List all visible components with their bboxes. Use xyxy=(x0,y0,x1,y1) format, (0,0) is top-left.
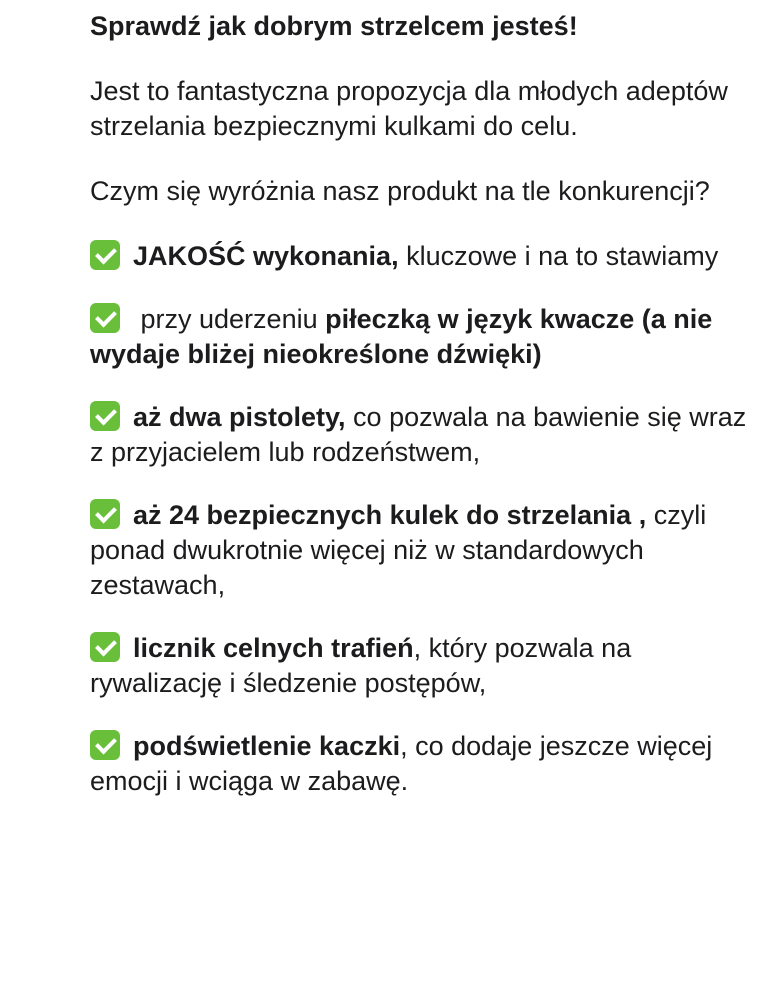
check-mark-icon xyxy=(90,401,120,431)
feature-item-duck-light xyxy=(90,729,750,799)
feature-item-quack xyxy=(90,302,750,372)
feature-text: , który pozwala na rywalizację i śledzenie postępów, xyxy=(90,633,632,698)
feature-text: co pozwala na bawienie się wraz z przyjacielem lub rodzeństwem, xyxy=(90,402,747,467)
product-description xyxy=(90,8,750,827)
feature-item-hit-counter xyxy=(90,631,750,701)
feature-item-quality xyxy=(90,239,750,274)
intro-paragraph: Jest to fantastyczna propozycja dla młodych adeptów strzelania bezpiecznymi kulkami do celu. xyxy=(90,76,728,141)
feature-bold: licznik celnych trafień xyxy=(133,633,414,663)
feature-text: , co dodaje jeszcze więcej emocji i wciąga w zabawę. xyxy=(90,731,713,796)
check-mark-icon xyxy=(90,632,120,662)
feature-text: czyli ponad dwukrotnie więcej niż w standardowych zestawach, xyxy=(90,500,707,600)
question-paragraph: Czym się wyróżnia nasz produkt na tle konkurencji? xyxy=(90,176,710,206)
check-mark-icon xyxy=(90,303,120,333)
check-mark-icon xyxy=(90,730,120,760)
feature-item-two-pistols xyxy=(90,400,750,470)
feature-bold: aż dwa pistolety, xyxy=(133,402,346,432)
feature-item-24-balls xyxy=(90,498,750,603)
check-mark-icon xyxy=(90,240,120,270)
feature-text-pre: przy uderzeniu xyxy=(133,304,326,334)
feature-bold: podświetlenie kaczki xyxy=(133,731,401,761)
feature-bold: JAKOŚĆ wykonania, xyxy=(133,241,399,271)
feature-text: kluczowe i na to stawiamy xyxy=(398,241,719,271)
headline: Sprawdź jak dobrym strzelcem jesteś! xyxy=(90,11,578,41)
feature-bold: piłeczką w język kwacze (a nie wydaje bliżej nieokreślone dźwięki) xyxy=(90,304,713,369)
check-mark-icon xyxy=(90,499,120,529)
feature-bold: aż 24 bezpiecznych kulek do strzelania , xyxy=(133,500,647,530)
